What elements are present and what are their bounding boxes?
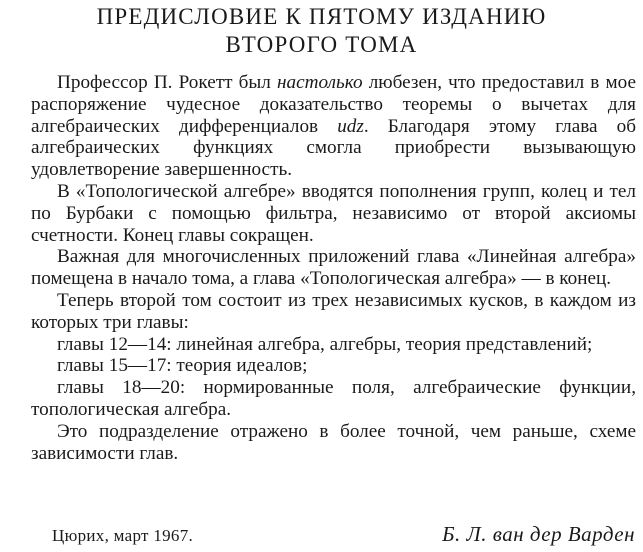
title-line-1: ПРЕДИСЛОВИЕ К ПЯТОМУ ИЗДАНИЮ: [96, 4, 547, 29]
paragraph-1-text-a: Профессор П. Рокетт был: [57, 72, 278, 93]
paragraph-4: Теперь второй том состоит из трех независимых кусков, в каждом из которых три главы:: [31, 289, 636, 333]
preface-body: [31, 72, 636, 464]
paragraph-chapters-18-20: главы 18—20: нормированные поля, алгебраические функции, топологическая алгебра.: [31, 377, 636, 420]
place-date: Цюрих, март 1967.: [52, 526, 194, 545]
signature-line: [0, 522, 643, 548]
author-signature: Б. Л. ван дер Варден: [442, 522, 635, 546]
paragraph-1: [31, 72, 636, 181]
paragraph-1-math: udz: [337, 115, 364, 137]
paragraph-1-text-c: . Благодаря этому глава об алгебраических функциях смогла приобрести вызывающую удовлетворение завершенность.: [31, 115, 637, 181]
paragraph-chapters-12-14: главы 12—14: линейная алгебра, алгебры, теория представлений;: [57, 333, 593, 355]
paragraph-3: Важная для многочисленных приложений глава «Линейная алгебра» помещена в начало тома, а глава «Топологическая алгебра» — в конец.: [31, 246, 636, 290]
title-line-2: ВТОРОГО ТОМА: [225, 32, 418, 57]
paragraph-2: В «Топологической алгебре» вводятся пополнения групп, колец и тел по Бурбаки с помощью фильтра, независимо от второй аксиомы счетности. Конец главы сокращен.: [31, 180, 636, 246]
paragraph-1-text-b: любезен, что предоставил в мое распоряжение чудесное доказательство теоремы о вычетах для алгебраических дифференциалов: [31, 72, 636, 137]
paragraph-chapters-15-17: главы 15—17: теория идеалов;: [57, 355, 308, 377]
paragraph-8: Это подразделение отражено в более точной, чем раньше, схеме зависимости глав.: [31, 420, 636, 464]
paragraph-1-emphasis: настолько: [277, 72, 363, 93]
